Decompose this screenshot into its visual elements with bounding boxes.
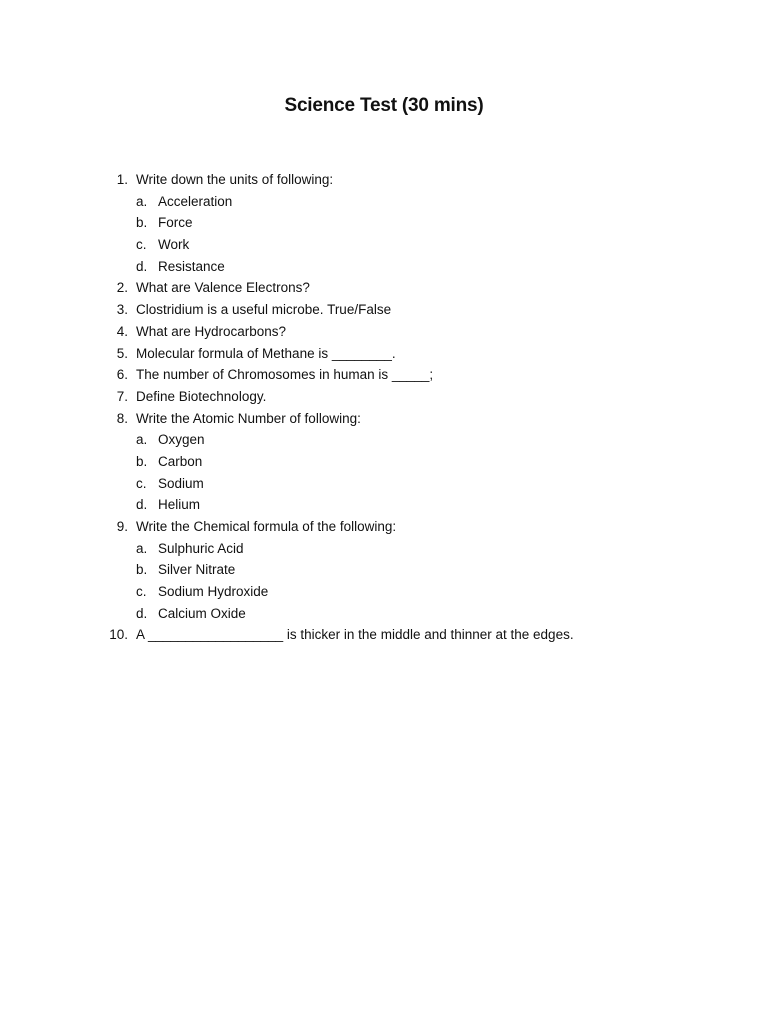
question-number: 1. <box>116 172 128 187</box>
sub-item <box>104 494 704 516</box>
sub-item-text: Helium <box>158 497 201 513</box>
sub-item-text: Oxygen <box>158 432 205 448</box>
question-number: 9. <box>116 519 128 534</box>
sub-item-text: Silver Nitrate <box>158 562 236 578</box>
question-item <box>104 386 704 408</box>
sub-item-text: Resistance <box>158 258 225 274</box>
sub-item-text: Carbon <box>158 453 203 469</box>
sub-item <box>104 191 704 213</box>
question-item <box>104 624 704 646</box>
question-number: 3. <box>116 302 128 318</box>
sub-item-letter: c. <box>136 237 147 253</box>
sub-item-text: Calcium Oxide <box>158 605 246 621</box>
question-item <box>104 364 704 386</box>
question-item <box>104 408 704 430</box>
sub-item <box>104 451 704 473</box>
page-title: Science Test (30 mins) <box>284 95 484 116</box>
question-text: A __________________ is thicker in the middle and thinner at the edges. <box>136 627 574 643</box>
sub-item <box>104 256 704 278</box>
sub-item-letter: b. <box>136 453 148 469</box>
question-number: 2. <box>116 280 128 296</box>
question-number: 5. <box>116 345 128 361</box>
question-number: 4. <box>116 323 128 339</box>
question-text: The number of Chromosomes in human is _____; <box>136 367 434 383</box>
sub-item-letter: c. <box>136 475 147 491</box>
sub-item-text: Acceleration <box>158 193 233 209</box>
question-item <box>104 169 704 191</box>
sub-item <box>104 603 704 625</box>
question-item <box>104 321 704 343</box>
question-text: Molecular formula of Methane is ________. <box>136 345 396 361</box>
sub-item-letter: d. <box>136 605 148 621</box>
sub-item <box>104 473 704 495</box>
sub-item <box>104 212 704 234</box>
question-number: 6. <box>116 367 128 383</box>
sub-item-letter: d. <box>136 497 148 513</box>
question-text: What are Valence Electrons? <box>136 280 310 296</box>
question-text: Write the Atomic Number of following: <box>136 410 361 426</box>
question-number: 10. <box>109 627 128 643</box>
sub-item-letter: a. <box>136 193 148 209</box>
sub-item-letter: c. <box>136 584 147 600</box>
sub-item-text: Force <box>158 215 193 231</box>
sub-item-text: Sodium <box>158 475 204 491</box>
question-text: Define Biotechnology. <box>136 388 267 404</box>
question-item <box>104 516 704 538</box>
question-text: Clostridium is a useful microbe. True/False <box>136 302 392 318</box>
sub-item <box>104 581 704 603</box>
sub-item <box>104 538 704 560</box>
sub-item-letter: b. <box>136 215 148 231</box>
sub-item-letter: d. <box>136 258 148 274</box>
sub-item <box>104 234 704 256</box>
sub-item-letter: a. <box>136 540 148 556</box>
sub-item <box>104 559 704 581</box>
question-number: 7. <box>116 388 128 404</box>
sub-item-text: Sodium Hydroxide <box>158 584 269 600</box>
sub-item-text: Sulphuric Acid <box>158 540 244 556</box>
question-item <box>104 299 704 321</box>
question-text: What are Hydrocarbons? <box>136 323 287 339</box>
question-text: Write down the units of following: <box>136 172 334 187</box>
sub-item-letter: b. <box>136 562 148 578</box>
question-item <box>104 277 704 299</box>
question-item <box>104 343 704 365</box>
sub-item-text: Work <box>158 237 190 253</box>
question-list <box>104 169 704 646</box>
question-number: 8. <box>116 410 128 426</box>
question-text: Write the Chemical formula of the following: <box>136 519 397 534</box>
sub-item-letter: a. <box>136 432 148 448</box>
sub-item <box>104 429 704 451</box>
